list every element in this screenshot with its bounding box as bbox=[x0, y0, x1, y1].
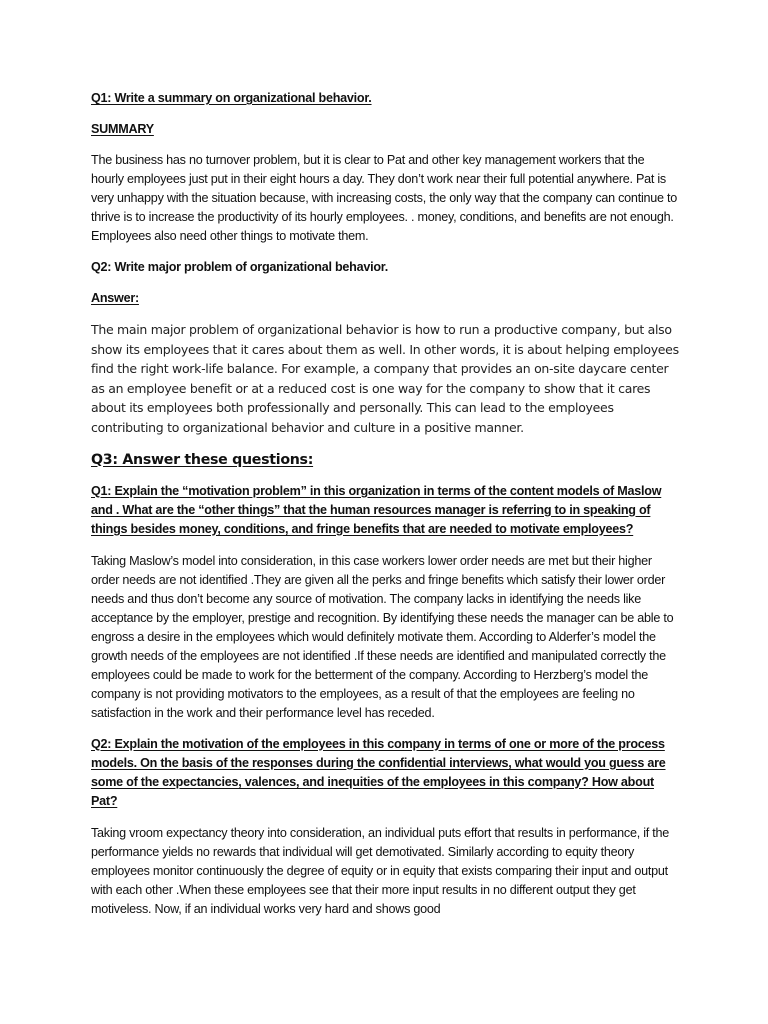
summary-paragraph: The business has no turnover problem, but it is clear to Pat and other key management workers that the hourly employees just put in their eight hours a day. They don’t work near their full potential anywhere. Pat is very unhappy with the situation because, with increasing costs, the only way that the company can continue to thrive is to increase the productivity of its hourly employees. . money, conditions, and benefits are not enough. Employees also need other things to motivate them. bbox=[91, 153, 678, 243]
sub-question-2-answer: Taking vroom expectancy theory into consideration, an individual puts effort that results in performance, if the performance yields no rewards that individual will get demotivated. Similarly according to equity theory employees monitor continuously the degree of equity or in equity that exists comparing their input and output with each other .When these employees see that their more input results in no different output they get motiveless. Now, if an individual works very hard and shows good bbox=[91, 825, 669, 916]
summary-heading: SUMMARY bbox=[91, 122, 154, 136]
document-page bbox=[91, 89, 679, 919]
answer-heading: Answer: bbox=[91, 291, 139, 305]
sub-question-1: Q1: Explain the “motivation problem” in this organization in terms of the content models of Maslow and . What are the “other things” that the human resources manager is referring to in speaking of things besides money, conditions, and fringe benefits that are needed to motivate employees? bbox=[91, 483, 662, 536]
sub-question-1-answer: Taking Maslow’s model into consideration, in this case workers lower order needs are met but their higher order needs are not identified .They are given all the perks and fringe benefits which satisfy their lower order needs and thus don’t become any source of motivation. The company lacks in identifying the needs like acceptance by the employer, prestige and recognition. By identifying these needs the manager can be able to engross a desire in the employees which would definitely motivate them. According to Alderfer’s model the growth needs of the employees are not identified .If these needs are identified and manipulated correctly the employees could be made to work for the betterment of the company. According to Herzberg’s model the company is not providing motivators to the employees, as a result of that the employees are feeling no satisfaction in the work and their performance level has receded. bbox=[91, 553, 674, 720]
q3-heading: Q3: Answer these questions: bbox=[91, 451, 314, 468]
q1-heading: Q1: Write a summary on organizational behavior. bbox=[91, 91, 372, 105]
answer-paragraph: The main major problem of organizational behavior is how to run a productive company, but also show its employees that it cares about them as well. In other words, it is about helping employees find the right work-life balance. For example, a company that provides an on-site daycare center as an employee benefit or at a reduced cost is one way for the company to show that it cares about its employees both professionally and personally. This can lead to the employees contributing to organizational behavior and culture in a positive manner. bbox=[91, 322, 679, 435]
sub-question-2: Q2: Explain the motivation of the employees in this company in terms of one or more of the process models. On the basis of the responses during the confidential interviews, what would you guess are some of the expectancies, valences, and inequities of the employees in this company? How about Pat? bbox=[91, 736, 666, 808]
q2-heading: Q2: Write major problem of organizational behavior. bbox=[91, 260, 389, 274]
